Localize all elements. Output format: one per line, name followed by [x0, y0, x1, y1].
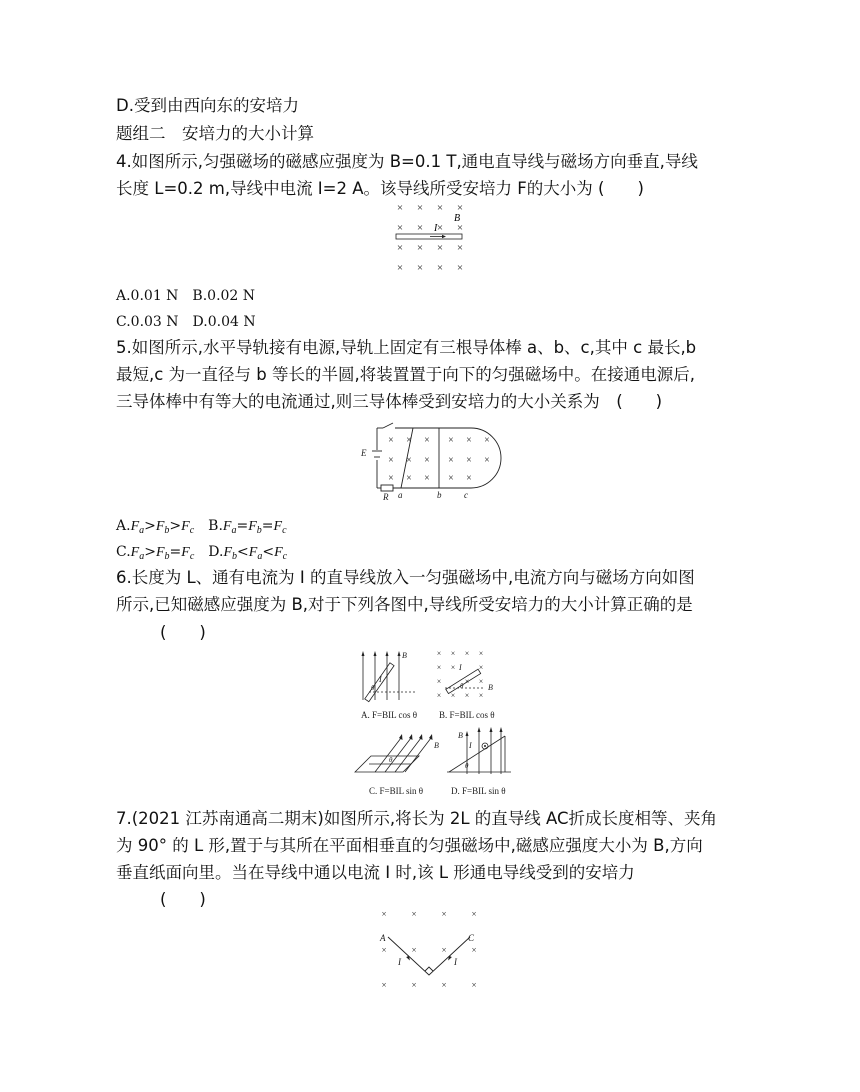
current-label-right: I: [454, 957, 457, 967]
q6-figure: [355, 648, 515, 800]
q4-options-ab: A.0.01 N B.0.02 N: [116, 288, 256, 304]
svg-text:×: ×: [484, 455, 490, 466]
svg-text:×: ×: [396, 222, 404, 234]
svg-text:×: ×: [436, 242, 444, 254]
svg-text:×: ×: [416, 222, 424, 234]
q6-fig-c: [355, 738, 431, 772]
q5-stem-line-3: 三导体棒中有等大的电流通过,则三导体棒受到安培力的大小关系为 ( ): [116, 392, 663, 411]
q6-d-angle-label: θ: [465, 762, 469, 770]
q6-fig-d: [447, 730, 511, 774]
rod-b-label: b: [437, 490, 442, 500]
q4-stem-line-1: 4.如图所示,匀强磁场的磁感应强度为 B=0.1 T,通电直导线与磁场方向垂直,导线: [116, 152, 698, 171]
q6-b-current-label: I: [459, 663, 462, 672]
q6-b-angle-label: θ: [460, 682, 464, 690]
svg-text:×: ×: [448, 435, 454, 446]
q7-stem-line-1: 7.(2021 江苏南通高二期末)如图所示,将长为 2L 的直导线 AC折成长度相等、夹角: [116, 809, 718, 828]
q6-a-current-label: I: [379, 675, 382, 684]
q7-stem-line-2: 为 90° 的 L 形,置于与其所在平面相垂直的匀强磁场中,磁感应强度大小为 B,方向: [116, 836, 703, 855]
field-label: B: [454, 213, 461, 224]
svg-text:×: ×: [396, 262, 404, 274]
svg-text:×: ×: [396, 242, 404, 254]
svg-text:×: ×: [406, 473, 412, 484]
svg-text:×: ×: [396, 202, 404, 214]
svg-text:×: ×: [450, 663, 456, 672]
wire: [396, 234, 462, 239]
svg-text:×: ×: [466, 455, 472, 466]
svg-text:×: ×: [478, 663, 484, 672]
svg-text:×: ×: [436, 663, 442, 672]
svg-text:×: ×: [411, 980, 417, 990]
current-label-left: I: [398, 957, 401, 967]
svg-text:×: ×: [464, 649, 470, 658]
svg-text:×: ×: [456, 202, 464, 214]
svg-text:×: ×: [388, 473, 394, 484]
svg-text:×: ×: [381, 945, 387, 955]
q6-c-field-label: B: [434, 741, 439, 750]
svg-text:×: ×: [464, 691, 470, 700]
svg-text:×: ×: [456, 262, 464, 274]
rod-a-label: a: [398, 490, 403, 500]
svg-text:×: ×: [448, 455, 454, 466]
svg-text:×: ×: [448, 473, 454, 484]
svg-text:×: ×: [456, 222, 464, 234]
rod-c-label: c: [464, 490, 468, 500]
q6-b-field-label: B: [488, 683, 493, 692]
q4-figure: [390, 200, 470, 276]
q6-caption-c: C. F=BIL sin θ: [369, 786, 424, 796]
svg-text:×: ×: [436, 262, 444, 274]
current-label: I: [434, 223, 438, 234]
q7-figure: [372, 905, 482, 989]
q4-stem-line-2: 长度 L=0.2 m,导线中电流 I=2 A。该导线所受安培力 F的大小为 ( ): [116, 179, 644, 198]
svg-text:×: ×: [436, 677, 442, 686]
svg-text:×: ×: [450, 649, 456, 658]
svg-text:×: ×: [441, 909, 447, 919]
svg-text:×: ×: [436, 691, 442, 700]
q5-stem-line-2: 最短,c 为一直径与 b 等长的半圆,将装置置于向下的匀强磁场中。在接通电源后,: [116, 365, 696, 384]
svg-text:×: ×: [381, 909, 387, 919]
svg-text:×: ×: [416, 202, 424, 214]
q5-stem-line-1: 5.如图所示,水平导轨接有电源,导轨上固定有三根导体棒 a、b、c,其中 c 最长,b: [116, 338, 697, 357]
emf-label: E: [361, 448, 367, 458]
svg-text:×: ×: [416, 242, 424, 254]
svg-text:×: ×: [466, 473, 472, 484]
q4-options-cd: C.0.03 N D.0.04 N: [116, 314, 256, 330]
q6-a-field-label: B: [402, 651, 407, 660]
resistor-label: R: [383, 492, 389, 502]
svg-text:×: ×: [406, 455, 412, 466]
svg-text:×: ×: [450, 691, 456, 700]
svg-text:×: ×: [411, 945, 417, 955]
option-d-line: D.受到由西向东的安培力: [116, 96, 299, 115]
svg-text:×: ×: [436, 202, 444, 214]
svg-text:×: ×: [471, 980, 477, 990]
q6-answer-bracket: ( ): [160, 623, 206, 642]
svg-text:×: ×: [411, 909, 417, 919]
section-heading: 题组二 安培力的大小计算: [116, 124, 314, 143]
q6-caption-a: A. F=BIL cos θ: [361, 710, 418, 720]
svg-text:×: ×: [478, 691, 484, 700]
end-c-label: C: [468, 933, 475, 943]
q6-stem-line-2: 所示,已知磁感应强度为 B,对于下列各图中,导线所受安培力的大小计算正确的是: [116, 595, 693, 614]
svg-text:×: ×: [464, 677, 470, 686]
end-a-label: A: [380, 933, 386, 943]
q7-stem-line-3: 垂直纸面向里。当在导线中通以电流 I 时,该 L 形通电导线受到的安培力: [116, 863, 635, 882]
q6-stem-line-1: 6.长度为 L、通有电流为 I 的直导线放入一匀强磁场中,电流方向与磁场方向如图: [116, 568, 695, 587]
svg-text:×: ×: [436, 222, 444, 234]
svg-text:×: ×: [436, 649, 442, 658]
q6-c-angle-label: θ: [389, 756, 393, 764]
svg-text:×: ×: [484, 435, 490, 446]
svg-text:×: ×: [388, 435, 394, 446]
svg-text:×: ×: [424, 473, 430, 484]
svg-text:×: ×: [424, 455, 430, 466]
l-shaped-wire: [388, 937, 470, 975]
svg-text:×: ×: [466, 435, 472, 446]
q6-caption-d: D. F=BIL sin θ: [451, 786, 506, 796]
svg-text:×: ×: [388, 455, 394, 466]
q6-a-angle-label: θ: [371, 684, 375, 692]
svg-text:×: ×: [478, 677, 484, 686]
q6-d-current-label: I: [469, 741, 472, 750]
svg-text:×: ×: [381, 980, 387, 990]
svg-text:×: ×: [456, 242, 464, 254]
svg-text:×: ×: [471, 909, 477, 919]
q5-options-ab: $A.F_a>F_b>F_c$ $B.F_a=F_b=F_c$: [116, 518, 287, 536]
svg-text:×: ×: [416, 262, 424, 274]
q6-fig-a: [363, 654, 415, 702]
q7-answer-bracket: ( ): [160, 890, 206, 909]
svg-text:×: ×: [406, 435, 412, 446]
svg-text:×: ×: [424, 435, 430, 446]
q6-caption-b: B. F=BIL cos θ: [439, 710, 495, 720]
svg-text:×: ×: [441, 980, 447, 990]
q5-figure: [355, 420, 515, 504]
q6-d-field-label: B: [458, 731, 463, 740]
svg-text:×: ×: [471, 945, 477, 955]
q5-options-cd: $C.F_a>F_b=F_c$ $D.F_b<F_a<F_c$: [116, 544, 288, 562]
svg-text:×: ×: [478, 649, 484, 658]
svg-text:×: ×: [441, 945, 447, 955]
